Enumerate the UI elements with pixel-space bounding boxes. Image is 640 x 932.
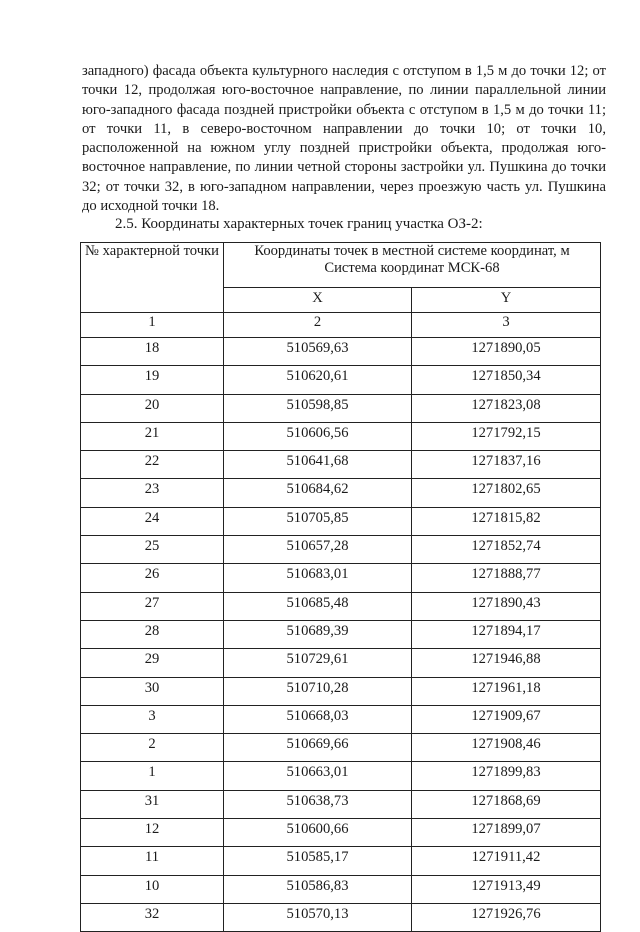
point-number-cell: 19 [81,366,224,394]
x-coordinate-cell: 510685,48 [224,592,412,620]
point-number-cell: 22 [81,451,224,479]
x-coordinate-cell: 510606,56 [224,422,412,450]
point-number-cell: 2 [81,734,224,762]
point-number-cell: 25 [81,536,224,564]
point-number-cell: 11 [81,847,224,875]
y-coordinate-cell: 1271946,88 [412,649,601,677]
x-coordinate-cell: 510641,68 [224,451,412,479]
table-row [81,592,601,620]
y-coordinate-cell: 1271908,46 [412,734,601,762]
table-row [81,762,601,790]
table-row [81,507,601,535]
y-coordinate-cell: 1271852,74 [412,536,601,564]
point-number-cell: 28 [81,620,224,648]
x-coordinate-cell: 510663,01 [224,762,412,790]
point-number-cell: 20 [81,394,224,422]
table-row [81,734,601,762]
table-row [81,847,601,875]
y-coordinate-cell: 1271888,77 [412,564,601,592]
y-coordinate-cell: 1271890,43 [412,592,601,620]
y-coordinate-cell: 1271913,49 [412,875,601,903]
table-row [81,479,601,507]
y-axis-header: Y [412,288,601,313]
coordinates-table [80,242,601,932]
x-coordinate-cell: 510683,01 [224,564,412,592]
table-row [81,819,601,847]
column-index-cell: 3 [412,313,601,338]
table-row [81,366,601,394]
table-row [81,649,601,677]
y-coordinate-cell: 1271890,05 [412,338,601,366]
y-coordinate-cell: 1271899,83 [412,762,601,790]
point-number-cell: 31 [81,790,224,818]
table-row [81,564,601,592]
point-number-cell: 12 [81,819,224,847]
coordinates-table-body [81,338,601,932]
point-number-cell: 10 [81,875,224,903]
table-row [81,422,601,450]
coordinates-header [224,243,601,288]
table-row [81,536,601,564]
x-coordinate-cell: 510586,83 [224,875,412,903]
y-coordinate-cell: 1271926,76 [412,903,601,931]
x-coordinate-cell: 510729,61 [224,649,412,677]
table-row [81,338,601,366]
point-number-cell: 24 [81,507,224,535]
table-row [81,903,601,931]
x-coordinate-cell: 510585,17 [224,847,412,875]
table-row [81,394,601,422]
table-row [81,790,601,818]
table-row [81,677,601,705]
point-number-cell: 26 [81,564,224,592]
table-row [81,875,601,903]
x-coordinate-cell: 510669,66 [224,734,412,762]
x-coordinate-cell: 510638,73 [224,790,412,818]
coordinates-header-line1: Координаты точек в местной системе координат, м [254,243,570,259]
coordinates-header-line2: Система координат МСК-68 [324,260,500,276]
x-axis-header: X [224,288,412,313]
x-coordinate-cell: 510620,61 [224,366,412,394]
point-number-cell: 23 [81,479,224,507]
x-coordinate-cell: 510570,13 [224,903,412,931]
point-number-cell: 1 [81,762,224,790]
y-coordinate-cell: 1271894,17 [412,620,601,648]
point-number-cell: 32 [81,903,224,931]
point-number-cell: 3 [81,705,224,733]
y-coordinate-cell: 1271837,16 [412,451,601,479]
x-coordinate-cell: 510705,85 [224,507,412,535]
x-coordinate-cell: 510689,39 [224,620,412,648]
column-index-cell: 2 [224,313,412,338]
y-coordinate-cell: 1271815,82 [412,507,601,535]
x-coordinate-cell: 510569,63 [224,338,412,366]
y-coordinate-cell: 1271899,07 [412,819,601,847]
table-row [81,620,601,648]
x-coordinate-cell: 510710,28 [224,677,412,705]
y-coordinate-cell: 1271802,65 [412,479,601,507]
x-coordinate-cell: 510657,28 [224,536,412,564]
y-coordinate-cell: 1271850,34 [412,366,601,394]
table-row [81,705,601,733]
point-number-header: № характерной точки [81,243,224,313]
x-coordinate-cell: 510684,62 [224,479,412,507]
y-coordinate-cell: 1271792,15 [412,422,601,450]
x-coordinate-cell: 510598,85 [224,394,412,422]
column-index-row [81,313,601,338]
y-coordinate-cell: 1271911,42 [412,847,601,875]
section-heading: 2.5. Координаты характерных точек границ участка ОЗ-2: [115,216,483,232]
point-number-cell: 30 [81,677,224,705]
table-row [81,451,601,479]
point-number-cell: 21 [81,422,224,450]
y-coordinate-cell: 1271961,18 [412,677,601,705]
column-index-cell: 1 [81,313,224,338]
point-number-cell: 29 [81,649,224,677]
point-number-cell: 18 [81,338,224,366]
boundary-description-paragraph: западного) фасада объекта культурного наследия с отступом в 1,5 м до точки 12; от точки 12, продолжая юго-восточное направление, по линии параллельной линии юго-западного фасада поздней пристройки объекта с отступом в 1,5 м до точки 11; от точки 11, в северо-восточном направлении до точки 10; от точки 10, расположенной на южном углу поздней пристройки объекта, продолжая юго-восточное направление, по линии четной стороны застройки ул. Пушкина до точки 32; от точки 32, в юго-западном направлении, через проезжую часть ул. Пушкина до исходной точки 18. [82,63,606,215]
y-coordinate-cell: 1271823,08 [412,394,601,422]
x-coordinate-cell: 510668,03 [224,705,412,733]
point-number-cell: 27 [81,592,224,620]
y-coordinate-cell: 1271909,67 [412,705,601,733]
y-coordinate-cell: 1271868,69 [412,790,601,818]
x-coordinate-cell: 510600,66 [224,819,412,847]
